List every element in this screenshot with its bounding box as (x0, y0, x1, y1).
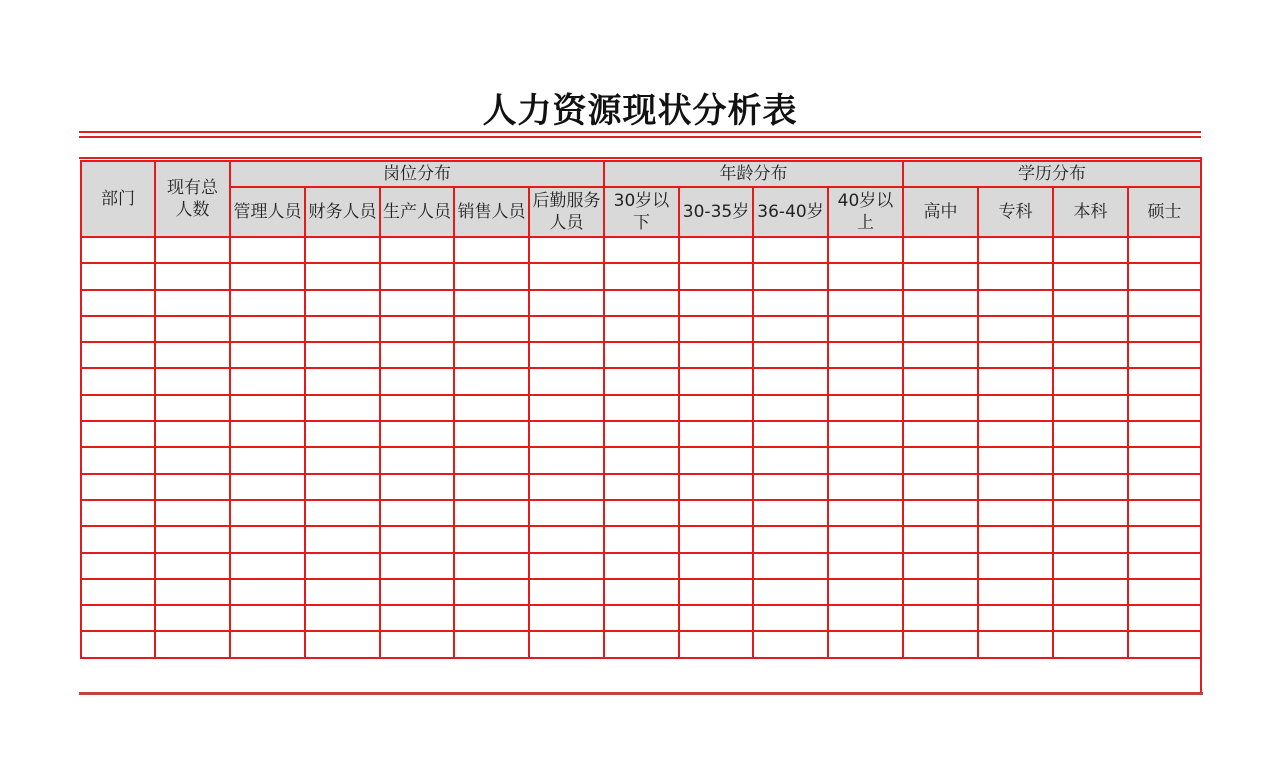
table-cell[interactable] (1128, 237, 1201, 263)
header-age-over-40: 40岁以上 (828, 187, 903, 237)
hr-status-table (80, 160, 1202, 659)
table-cell[interactable] (903, 631, 978, 657)
table-cell[interactable] (81, 342, 155, 368)
table-row (81, 395, 1201, 421)
table-cell[interactable] (828, 237, 903, 263)
table-cell[interactable] (978, 316, 1053, 342)
table-cell[interactable] (1053, 631, 1128, 657)
table-cell[interactable] (81, 579, 155, 605)
table-cell[interactable] (380, 474, 454, 500)
table-cell[interactable] (155, 316, 230, 342)
table-cell[interactable] (230, 526, 305, 552)
table-cell[interactable] (454, 553, 529, 579)
table-cell[interactable] (380, 237, 454, 263)
table-cell[interactable] (81, 631, 155, 657)
table-cell[interactable] (604, 395, 679, 421)
table-cell[interactable] (230, 237, 305, 263)
table-cell[interactable] (679, 605, 753, 631)
table-cell[interactable] (155, 395, 230, 421)
table-cell[interactable] (230, 605, 305, 631)
table-cell[interactable] (978, 631, 1053, 657)
table-row (81, 553, 1201, 579)
table-cell[interactable] (1053, 579, 1128, 605)
table-cell[interactable] (604, 237, 679, 263)
table-cell[interactable] (230, 474, 305, 500)
table-cell[interactable] (978, 605, 1053, 631)
table-cell[interactable] (81, 395, 155, 421)
table-cell[interactable] (753, 395, 828, 421)
table-cell[interactable] (380, 447, 454, 473)
table-row (81, 631, 1201, 657)
table-cell[interactable] (81, 316, 155, 342)
header-age-30-35: 30-35岁 (679, 187, 753, 237)
table-cell[interactable] (155, 579, 230, 605)
table-cell[interactable] (978, 342, 1053, 368)
table-cell[interactable] (828, 342, 903, 368)
table-cell[interactable] (380, 421, 454, 447)
table-cell[interactable] (604, 447, 679, 473)
table-cell[interactable] (230, 263, 305, 289)
table-cell[interactable] (978, 500, 1053, 526)
header-management: 管理人员 (230, 187, 305, 237)
table-cell[interactable] (380, 605, 454, 631)
table-cell[interactable] (155, 342, 230, 368)
table-cell[interactable] (1053, 237, 1128, 263)
table-cell[interactable] (604, 500, 679, 526)
table-cell[interactable] (230, 500, 305, 526)
table-cell[interactable] (454, 605, 529, 631)
table-cell[interactable] (903, 263, 978, 289)
table-cell[interactable] (529, 290, 604, 316)
table-cell[interactable] (679, 474, 753, 500)
table-cell[interactable] (679, 342, 753, 368)
table-cell[interactable] (679, 263, 753, 289)
table-cell[interactable] (753, 290, 828, 316)
header-high-school: 高中 (903, 187, 978, 237)
table-cell[interactable] (81, 553, 155, 579)
table-cell[interactable] (828, 605, 903, 631)
table-cell[interactable] (604, 474, 679, 500)
table-cell[interactable] (230, 395, 305, 421)
table-cell[interactable] (903, 342, 978, 368)
table-cell[interactable] (380, 263, 454, 289)
table-cell[interactable] (305, 500, 380, 526)
table-cell[interactable] (903, 237, 978, 263)
table-cell[interactable] (828, 316, 903, 342)
header-group-age: 年龄分布 (604, 161, 903, 187)
table-cell[interactable] (753, 263, 828, 289)
table-cell[interactable] (155, 553, 230, 579)
table-row (81, 500, 1201, 526)
table-cell[interactable] (454, 500, 529, 526)
table-cell[interactable] (230, 290, 305, 316)
document-title: 人力资源现状分析表 (482, 91, 798, 131)
table-cell[interactable] (903, 500, 978, 526)
table-cell[interactable] (828, 579, 903, 605)
table-cell[interactable] (529, 500, 604, 526)
table-cell[interactable] (380, 316, 454, 342)
table-cell[interactable] (903, 579, 978, 605)
table-cell[interactable] (978, 526, 1053, 552)
table-cell[interactable] (978, 263, 1053, 289)
table-cell[interactable] (81, 447, 155, 473)
table-cell[interactable] (529, 605, 604, 631)
table-cell[interactable] (828, 447, 903, 473)
table-cell[interactable] (1128, 421, 1201, 447)
table-cell[interactable] (903, 395, 978, 421)
table-cell[interactable] (679, 500, 753, 526)
header-associate: 专科 (978, 187, 1053, 237)
table-cell[interactable] (679, 290, 753, 316)
table-cell[interactable] (604, 605, 679, 631)
table-cell[interactable] (454, 474, 529, 500)
table-cell[interactable] (753, 526, 828, 552)
table-cell[interactable] (230, 342, 305, 368)
table-cell[interactable] (828, 263, 903, 289)
table-cell[interactable] (380, 579, 454, 605)
header-master: 硕士 (1128, 187, 1201, 237)
table-cell[interactable] (1128, 263, 1201, 289)
table-cell[interactable] (81, 368, 155, 394)
table-cell[interactable] (679, 631, 753, 657)
table-cell[interactable] (753, 237, 828, 263)
table-cell[interactable] (81, 474, 155, 500)
header-finance: 财务人员 (305, 187, 380, 237)
table-cell[interactable] (604, 553, 679, 579)
table-cell[interactable] (81, 290, 155, 316)
table-cell[interactable] (604, 316, 679, 342)
table-cell[interactable] (155, 500, 230, 526)
table-cell[interactable] (828, 553, 903, 579)
table-cell[interactable] (380, 395, 454, 421)
table-cell[interactable] (305, 447, 380, 473)
table-cell[interactable] (380, 342, 454, 368)
table-cell[interactable] (604, 631, 679, 657)
table-cell[interactable] (305, 237, 380, 263)
table-body (81, 237, 1201, 658)
table-cell[interactable] (155, 237, 230, 263)
table-cell[interactable] (1128, 553, 1201, 579)
header-row-groups (81, 161, 1201, 187)
table-cell[interactable] (1128, 605, 1201, 631)
table-cell[interactable] (828, 631, 903, 657)
table-cell[interactable] (679, 526, 753, 552)
table-cell[interactable] (1053, 605, 1128, 631)
hr-analysis-sheet (79, 157, 1203, 696)
table-cell[interactable] (604, 579, 679, 605)
table-cell[interactable] (1128, 368, 1201, 394)
table-cell[interactable] (903, 368, 978, 394)
table-cell[interactable] (155, 421, 230, 447)
table-cell[interactable] (305, 526, 380, 552)
table-cell[interactable] (454, 263, 529, 289)
table-cell[interactable] (155, 631, 230, 657)
table-cell[interactable] (454, 447, 529, 473)
table-cell[interactable] (305, 395, 380, 421)
header-total-headcount: 现有总人数 (155, 161, 230, 237)
table-cell[interactable] (679, 395, 753, 421)
table-cell[interactable] (529, 526, 604, 552)
header-row-columns (81, 187, 1201, 237)
table-cell[interactable] (753, 342, 828, 368)
table-outer-border-bottom (79, 692, 1203, 695)
table-row (81, 237, 1201, 263)
table-cell[interactable] (454, 395, 529, 421)
table-cell[interactable] (828, 526, 903, 552)
table-cell[interactable] (903, 605, 978, 631)
table-cell[interactable] (305, 290, 380, 316)
table-row (81, 263, 1201, 289)
table-row (81, 421, 1201, 447)
table-cell[interactable] (454, 342, 529, 368)
table-cell[interactable] (380, 526, 454, 552)
table-cell[interactable] (454, 368, 529, 394)
table-cell[interactable] (978, 237, 1053, 263)
table-cell[interactable] (753, 579, 828, 605)
table-cell[interactable] (828, 395, 903, 421)
table-cell[interactable] (1128, 474, 1201, 500)
table-cell[interactable] (679, 316, 753, 342)
table-cell[interactable] (454, 290, 529, 316)
table-cell[interactable] (978, 290, 1053, 316)
table-cell[interactable] (454, 631, 529, 657)
title-rule-bottom (79, 136, 1201, 138)
table-cell[interactable] (454, 316, 529, 342)
table-cell[interactable] (380, 368, 454, 394)
table-cell[interactable] (155, 290, 230, 316)
table-cell[interactable] (679, 579, 753, 605)
table-cell[interactable] (81, 526, 155, 552)
table-cell[interactable] (679, 553, 753, 579)
table-cell[interactable] (230, 316, 305, 342)
table-cell[interactable] (978, 447, 1053, 473)
table-cell[interactable] (1053, 316, 1128, 342)
table-cell[interactable] (1128, 500, 1201, 526)
table-cell[interactable] (1053, 263, 1128, 289)
table-cell[interactable] (604, 263, 679, 289)
table-cell[interactable] (529, 421, 604, 447)
table-cell[interactable] (679, 237, 753, 263)
table-cell[interactable] (155, 526, 230, 552)
table-cell[interactable] (753, 500, 828, 526)
header-bachelor: 本科 (1053, 187, 1128, 237)
table-cell[interactable] (155, 447, 230, 473)
table-row (81, 605, 1201, 631)
table-cell[interactable] (81, 237, 155, 263)
table-cell[interactable] (1128, 395, 1201, 421)
table-cell[interactable] (604, 368, 679, 394)
table-cell[interactable] (903, 316, 978, 342)
table-cell[interactable] (305, 263, 380, 289)
table-row (81, 342, 1201, 368)
header-age-under-30: 30岁以下 (604, 187, 679, 237)
table-cell[interactable] (81, 263, 155, 289)
table-cell[interactable] (753, 474, 828, 500)
table-outer-border-top (79, 157, 1201, 159)
table-cell[interactable] (380, 553, 454, 579)
table-cell[interactable] (81, 500, 155, 526)
table-cell[interactable] (1128, 316, 1201, 342)
header-production: 生产人员 (380, 187, 454, 237)
table-cell[interactable] (529, 553, 604, 579)
table-cell[interactable] (1128, 290, 1201, 316)
table-cell[interactable] (903, 421, 978, 447)
table-row (81, 579, 1201, 605)
table-cell[interactable] (604, 526, 679, 552)
table-cell[interactable] (1128, 579, 1201, 605)
table-cell[interactable] (1053, 447, 1128, 473)
table-cell[interactable] (305, 342, 380, 368)
table-cell[interactable] (978, 579, 1053, 605)
table-cell[interactable] (1053, 553, 1128, 579)
table-cell[interactable] (679, 421, 753, 447)
table-cell[interactable] (679, 447, 753, 473)
table-cell[interactable] (1128, 526, 1201, 552)
table-cell[interactable] (903, 474, 978, 500)
table-row (81, 526, 1201, 552)
table-cell[interactable] (828, 368, 903, 394)
table-cell[interactable] (529, 263, 604, 289)
table-cell[interactable] (753, 553, 828, 579)
table-cell[interactable] (305, 553, 380, 579)
table-cell[interactable] (1128, 631, 1201, 657)
table-cell[interactable] (155, 263, 230, 289)
table-cell[interactable] (454, 526, 529, 552)
table-cell[interactable] (1128, 342, 1201, 368)
table-cell[interactable] (903, 553, 978, 579)
table-cell[interactable] (230, 421, 305, 447)
table-cell[interactable] (81, 421, 155, 447)
table-cell[interactable] (230, 553, 305, 579)
table-cell[interactable] (828, 421, 903, 447)
table-row (81, 290, 1201, 316)
table-cell[interactable] (454, 579, 529, 605)
table-cell[interactable] (1053, 526, 1128, 552)
table-cell[interactable] (529, 342, 604, 368)
table-cell[interactable] (230, 631, 305, 657)
table-cell[interactable] (81, 605, 155, 631)
table-cell[interactable] (529, 368, 604, 394)
table-cell[interactable] (454, 421, 529, 447)
table-cell[interactable] (828, 500, 903, 526)
table-cell[interactable] (1128, 447, 1201, 473)
table-cell[interactable] (828, 290, 903, 316)
table-row (81, 474, 1201, 500)
table-cell[interactable] (753, 421, 828, 447)
table-cell[interactable] (1053, 342, 1128, 368)
table-cell[interactable] (529, 579, 604, 605)
table-cell[interactable] (380, 500, 454, 526)
table-cell[interactable] (230, 447, 305, 473)
table-cell[interactable] (230, 368, 305, 394)
table-cell[interactable] (529, 237, 604, 263)
header-group-education: 学历分布 (903, 161, 1201, 187)
table-cell[interactable] (305, 631, 380, 657)
table-cell[interactable] (604, 342, 679, 368)
table-cell[interactable] (380, 290, 454, 316)
table-cell[interactable] (155, 368, 230, 394)
table-cell[interactable] (753, 447, 828, 473)
header-group-position: 岗位分布 (230, 161, 604, 187)
table-cell[interactable] (529, 447, 604, 473)
header-sales: 销售人员 (454, 187, 529, 237)
table-cell[interactable] (155, 605, 230, 631)
table-cell[interactable] (230, 579, 305, 605)
table-cell[interactable] (753, 631, 828, 657)
table-cell[interactable] (978, 395, 1053, 421)
table-cell[interactable] (978, 421, 1053, 447)
table-cell[interactable] (1053, 421, 1128, 447)
table-cell[interactable] (604, 421, 679, 447)
table-cell[interactable] (679, 368, 753, 394)
table-cell[interactable] (529, 631, 604, 657)
table-cell[interactable] (753, 316, 828, 342)
table-cell[interactable] (529, 316, 604, 342)
table-row (81, 316, 1201, 342)
table-cell[interactable] (155, 474, 230, 500)
table-cell[interactable] (753, 368, 828, 394)
table-cell[interactable] (978, 474, 1053, 500)
table-cell[interactable] (305, 605, 380, 631)
table-cell[interactable] (903, 447, 978, 473)
table-cell[interactable] (828, 474, 903, 500)
table-cell[interactable] (305, 579, 380, 605)
header-department: 部门 (81, 161, 155, 237)
table-cell[interactable] (305, 316, 380, 342)
table-cell[interactable] (529, 395, 604, 421)
table-cell[interactable] (753, 605, 828, 631)
table-row (81, 368, 1201, 394)
header-age-36-40: 36-40岁 (753, 187, 828, 237)
table-cell[interactable] (978, 553, 1053, 579)
table-cell[interactable] (454, 237, 529, 263)
table-cell[interactable] (305, 474, 380, 500)
table-cell[interactable] (903, 290, 978, 316)
table-cell[interactable] (978, 368, 1053, 394)
table-cell[interactable] (1053, 290, 1128, 316)
table-cell[interactable] (604, 290, 679, 316)
table-cell[interactable] (1053, 474, 1128, 500)
table-cell[interactable] (380, 631, 454, 657)
table-cell[interactable] (529, 474, 604, 500)
table-cell[interactable] (1053, 368, 1128, 394)
table-cell[interactable] (305, 421, 380, 447)
table-cell[interactable] (903, 526, 978, 552)
title-rule-top (79, 131, 1201, 133)
table-cell[interactable] (305, 368, 380, 394)
table-cell[interactable] (1053, 500, 1128, 526)
table-cell[interactable] (1053, 395, 1128, 421)
table-row (81, 447, 1201, 473)
header-logistics: 后勤服务人员 (529, 187, 604, 237)
